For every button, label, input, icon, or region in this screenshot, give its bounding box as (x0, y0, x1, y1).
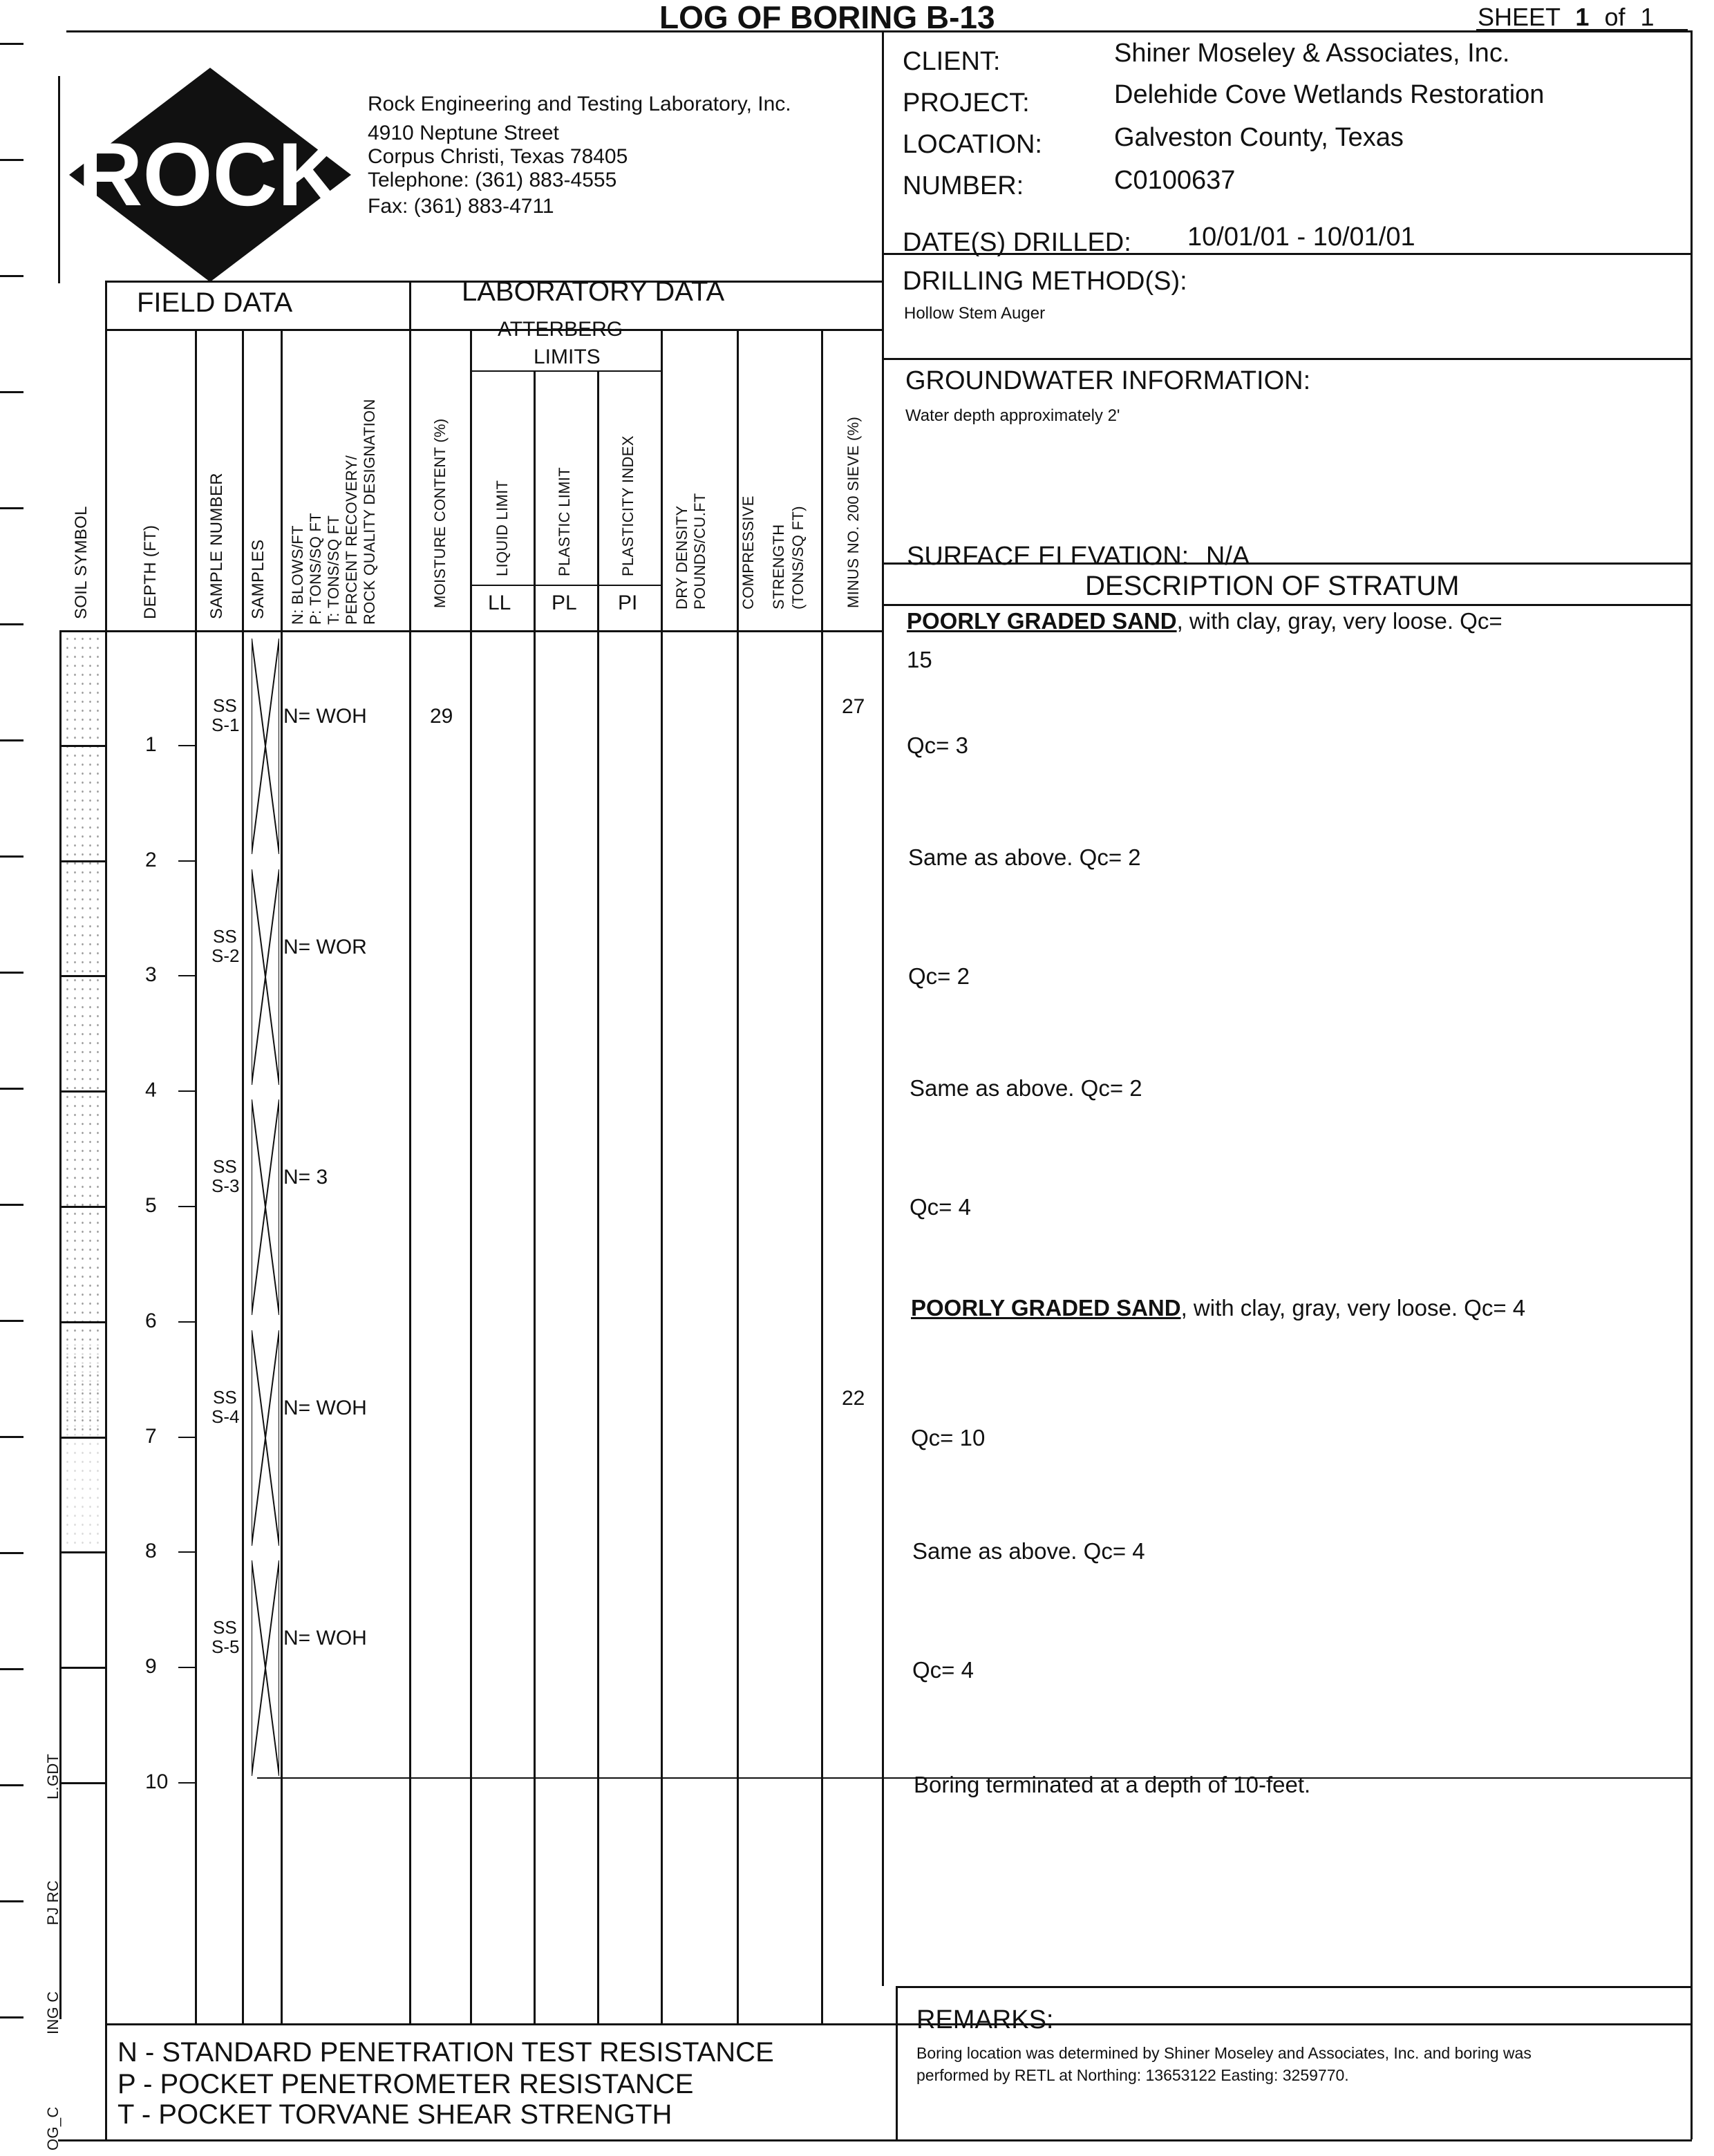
depth-tick-minor (178, 1437, 195, 1438)
legend-n: N - STANDARD PENETRATION TEST RESISTANCE (117, 2037, 774, 2068)
elevation-label (907, 543, 1250, 569)
samples-col-right (281, 329, 283, 2025)
sample-number-header: SAMPLE NUMBER (207, 473, 226, 619)
depth-label: 7 (145, 1425, 157, 1448)
frame-top (66, 30, 1692, 32)
method-rule (882, 358, 1692, 360)
margin-tick (0, 739, 23, 741)
depth-tick (59, 1667, 105, 1669)
margin-tick (0, 623, 23, 625)
compressive-col-right (821, 329, 823, 2025)
dates-rule (882, 253, 1692, 255)
number-value: C0100637 (1114, 166, 1236, 195)
soil-col-left (105, 281, 107, 2025)
log-title: LOG OF BORING B-13 (659, 0, 995, 35)
location-value: Galveston County, Texas (1114, 123, 1404, 152)
sample-n-value: N= WOH (283, 1397, 367, 1419)
depth-tick (59, 1782, 105, 1784)
soil-symbol-sand (64, 634, 102, 1436)
depth-label: 6 (145, 1309, 157, 1332)
company-phone: Telephone: (361) 883-4555 (368, 169, 617, 191)
margin-tick (0, 1320, 23, 1322)
blows-header-4: PERCENT RECOVERY/ (343, 455, 360, 625)
depth-label: 10 (145, 1770, 169, 1793)
dates-label: DATE(S) DRILLED: (903, 228, 1131, 257)
depth-label: 8 (145, 1540, 157, 1562)
sample-minus200: 22 (842, 1387, 865, 1410)
remarks-label: REMARKS: (916, 2005, 1054, 2034)
depth-label: 5 (145, 1194, 157, 1217)
stratum-1-continued: 15 (907, 647, 932, 672)
remarks-line-2: performed by RETL at Northing: 13653122 Easting: 3259770. (916, 2066, 1349, 2084)
groundwater-label: GROUNDWATER INFORMATION: (905, 366, 1311, 395)
compressive-header-1: COMPRESSIVE (740, 495, 757, 609)
sampler-symbol (252, 1330, 279, 1546)
remarks-top-rule (896, 1986, 1692, 1988)
soil-symbol-sand-sparse (64, 1341, 102, 1548)
depth-tick-minor (178, 745, 195, 746)
sample-type: SS (213, 926, 237, 947)
depth-tick-minor (178, 1206, 195, 1207)
field-data-rule (105, 329, 883, 331)
sample-type: SS (213, 1617, 237, 1638)
dry-density-header-2: POUNDS/CU.FT (691, 493, 708, 609)
company-fax: Fax: (361) 883-4711 (368, 195, 554, 218)
description-header: DESCRIPTION OF STRATUM (1085, 571, 1460, 601)
margin-tick (0, 391, 23, 393)
method-value: Hollow Stem Auger (904, 304, 1046, 323)
ll-label: LL (488, 592, 511, 614)
margin-tick (0, 2016, 23, 2018)
depth-col-right (195, 329, 197, 2025)
depth-tick-minor (178, 1551, 195, 1553)
company-street: 4910 Neptune Street (368, 122, 559, 144)
margin-tick (0, 275, 23, 277)
elevation-value: N/A (1205, 542, 1250, 571)
description-8ft: Same as above. Qc= 4 (912, 1538, 1145, 1564)
company-name: Rock Engineering and Testing Laboratory, Inc. (368, 93, 791, 115)
sampler-symbol (252, 869, 279, 1085)
location-label: LOCATION: (903, 130, 1042, 159)
compressive-header-3: (TONS/SQ FT) (789, 506, 807, 609)
soil-col-left-body (59, 630, 62, 2019)
dates-value: 10/01/01 - 10/01/01 (1187, 223, 1415, 252)
margin-text-c: ING C (44, 1991, 62, 2034)
legend-p: P - POCKET PENETROMETER RESISTANCE (117, 2069, 694, 2099)
field-data-label: FIELD DATA (137, 287, 293, 318)
depth-tick-minor (178, 860, 195, 862)
margin-tick (0, 1784, 23, 1786)
depth-label: 9 (145, 1655, 157, 1678)
plasticity-index-header: PLASTICITY INDEX (619, 435, 637, 576)
description-7ft: Qc= 10 (911, 1425, 986, 1450)
sample-id: S-1 (211, 715, 240, 735)
logo-text: ROCK (77, 124, 343, 225)
legend-t: T - POCKET TORVANE SHEAR STRENGTH (117, 2099, 672, 2130)
sample-number-col-right (242, 329, 244, 2025)
stratum-1-description (907, 609, 1503, 632)
sample-moisture: 29 (430, 705, 453, 728)
depth-tick (59, 745, 105, 747)
depth-tick (59, 1437, 105, 1439)
moisture-col-left (470, 329, 472, 2025)
depth-label: 2 (145, 849, 157, 871)
frame-left-top (58, 76, 60, 283)
body-bottom-rule (105, 2023, 1692, 2025)
margin-tick (0, 1668, 23, 1670)
blows-header-1: N: BLOWS/FT (289, 525, 306, 625)
dry-density-header-1: DRY DENSITY (673, 505, 690, 609)
depth-tick (59, 860, 105, 862)
sheet-label: SHEET (1478, 3, 1561, 31)
margin-text-a: L.GDT (44, 1753, 62, 1799)
margin-tick (0, 159, 23, 161)
elevation-label-text: SURFACE ELEVATION: (907, 542, 1189, 571)
margin-tick (0, 507, 23, 509)
elevation-rule (882, 562, 1692, 565)
client-value: Shiner Moseley & Associates, Inc. (1114, 39, 1510, 68)
margin-tick (0, 1900, 23, 1902)
sample-type: SS (213, 1156, 237, 1177)
ll-pl-pi-rule (470, 585, 661, 586)
frame-bottom (58, 2139, 1692, 2141)
depth-label: 1 (145, 733, 157, 756)
groundwater-value: Water depth approximately 2' (905, 406, 1120, 425)
pi-col-right (661, 329, 663, 2025)
depth-tick (59, 1551, 105, 1553)
depth-tick (59, 1206, 105, 1208)
compressive-header-2: STRENGTH (770, 524, 787, 609)
atterberg-rule (470, 370, 661, 372)
sample-n-value: N= 3 (283, 1166, 328, 1189)
sample-id: S-2 (211, 945, 240, 966)
pl-label: PL (552, 592, 577, 614)
depth-tick-minor (178, 975, 195, 976)
description-1ft: Qc= 3 (907, 732, 968, 758)
depth-tick-minor (178, 1667, 195, 1668)
margin-tick (0, 855, 23, 858)
sample-id: S-4 (211, 1406, 240, 1427)
sample-id: S-3 (211, 1175, 240, 1196)
description-5ft: Qc= 4 (910, 1194, 971, 1220)
margin-tick (0, 1088, 23, 1090)
sample-type: SS (213, 1387, 237, 1408)
depth-tick-minor (178, 1782, 195, 1784)
sheet-number: 1 (1575, 3, 1590, 31)
frame-right (1691, 30, 1693, 2139)
margin-tick (0, 1552, 23, 1554)
sampler-symbol (252, 1560, 279, 1776)
pi-label: PI (618, 592, 638, 614)
soil-symbol-header: SOIL SYMBOL (72, 506, 91, 619)
sample-id: S-5 (211, 1636, 240, 1657)
sample-n-value: N= WOH (283, 705, 367, 728)
legend-left (105, 2023, 107, 2139)
sample-n-value: N= WOH (283, 1627, 367, 1649)
blows-header-5: ROCK QUALITY DESIGNATION (361, 399, 378, 625)
ll-col-right (534, 370, 536, 2025)
depth-tick (59, 1090, 105, 1093)
margin-tick (0, 43, 23, 45)
blows-header-3: T: TONS/SQ FT (325, 515, 342, 625)
client-label: CLIENT: (903, 47, 1001, 76)
info-panel-divider (882, 30, 884, 1986)
atterberg-label-2: LIMITS (534, 346, 601, 368)
rock-logo (62, 64, 358, 286)
stratum-2-description (911, 1296, 1525, 1319)
sheet-of: of (1604, 3, 1626, 31)
margin-tick (0, 1204, 23, 1206)
field-lab-divider (409, 281, 411, 2025)
description-header-rule (882, 604, 1692, 606)
description-3ft: Qc= 2 (908, 963, 970, 989)
stratum-2-title: POORLY GRADED SAND (911, 1295, 1181, 1321)
boring-end-text: Boring terminated at a depth of 10-feet. (914, 1772, 1311, 1797)
project-label: PROJECT: (903, 88, 1030, 117)
sheet-total: 1 (1640, 3, 1655, 31)
margin-tick (0, 972, 23, 974)
pl-col-right (597, 370, 599, 2025)
minus200-header: MINUS NO. 200 SIEVE (%) (845, 416, 862, 608)
dry-density-col-right (737, 329, 739, 2025)
depth-header: DEPTH (FT) (141, 524, 160, 619)
depth-tick (59, 975, 105, 977)
description-4ft: Same as above. Qc= 2 (910, 1075, 1142, 1101)
sampler-symbol (252, 1099, 279, 1315)
description-2ft: Same as above. Qc= 2 (908, 844, 1141, 870)
samples-header: SAMPLES (249, 539, 267, 619)
stratum-2-text: , with clay, gray, very loose. Qc= 4 (1180, 1295, 1526, 1321)
plastic-limit-header: PLASTIC LIMIT (556, 467, 573, 576)
liquid-limit-header: LIQUID LIMIT (493, 480, 511, 576)
method-label: DRILLING METHOD(S): (903, 267, 1187, 296)
sample-type: SS (213, 695, 237, 716)
margin-text-b: PJ RC (44, 1880, 62, 1925)
stratum-1-title: POORLY GRADED SAND (907, 608, 1177, 634)
depth-label: 3 (145, 963, 157, 986)
blows-header-2: P: TONS/SQ FT (307, 512, 324, 625)
depth-tick-minor (178, 1090, 195, 1092)
sheet-indicator (1478, 3, 1655, 32)
margin-tick (0, 1436, 23, 1438)
company-city: Corpus Christi, Texas 78405 (368, 145, 628, 168)
sample-n-value: N= WOR (283, 936, 367, 958)
sampler-symbol (252, 639, 279, 854)
moisture-header: MOISTURE CONTENT (%) (431, 418, 449, 608)
description-9ft: Qc= 4 (912, 1657, 974, 1683)
depth-tick-minor (178, 1321, 195, 1323)
depth-label: 4 (145, 1079, 157, 1101)
depth-tick (59, 1321, 105, 1323)
legend-remarks-divider (896, 1986, 898, 2139)
sample-minus200: 27 (842, 695, 865, 718)
remarks-line-1: Boring location was determined by Shiner Moseley and Associates, Inc. and boring was (916, 2044, 1532, 2062)
atterberg-label-1: ATTERBERG (498, 318, 623, 341)
margin-text-d: OG_C (44, 2106, 62, 2150)
lab-data-label: LABORATORY DATA (462, 276, 725, 307)
number-label: NUMBER: (903, 171, 1024, 200)
stratum-1-text: , with clay, gray, very loose. Qc= (1176, 608, 1503, 634)
project-value: Delehide Cove Wetlands Restoration (1114, 80, 1545, 109)
